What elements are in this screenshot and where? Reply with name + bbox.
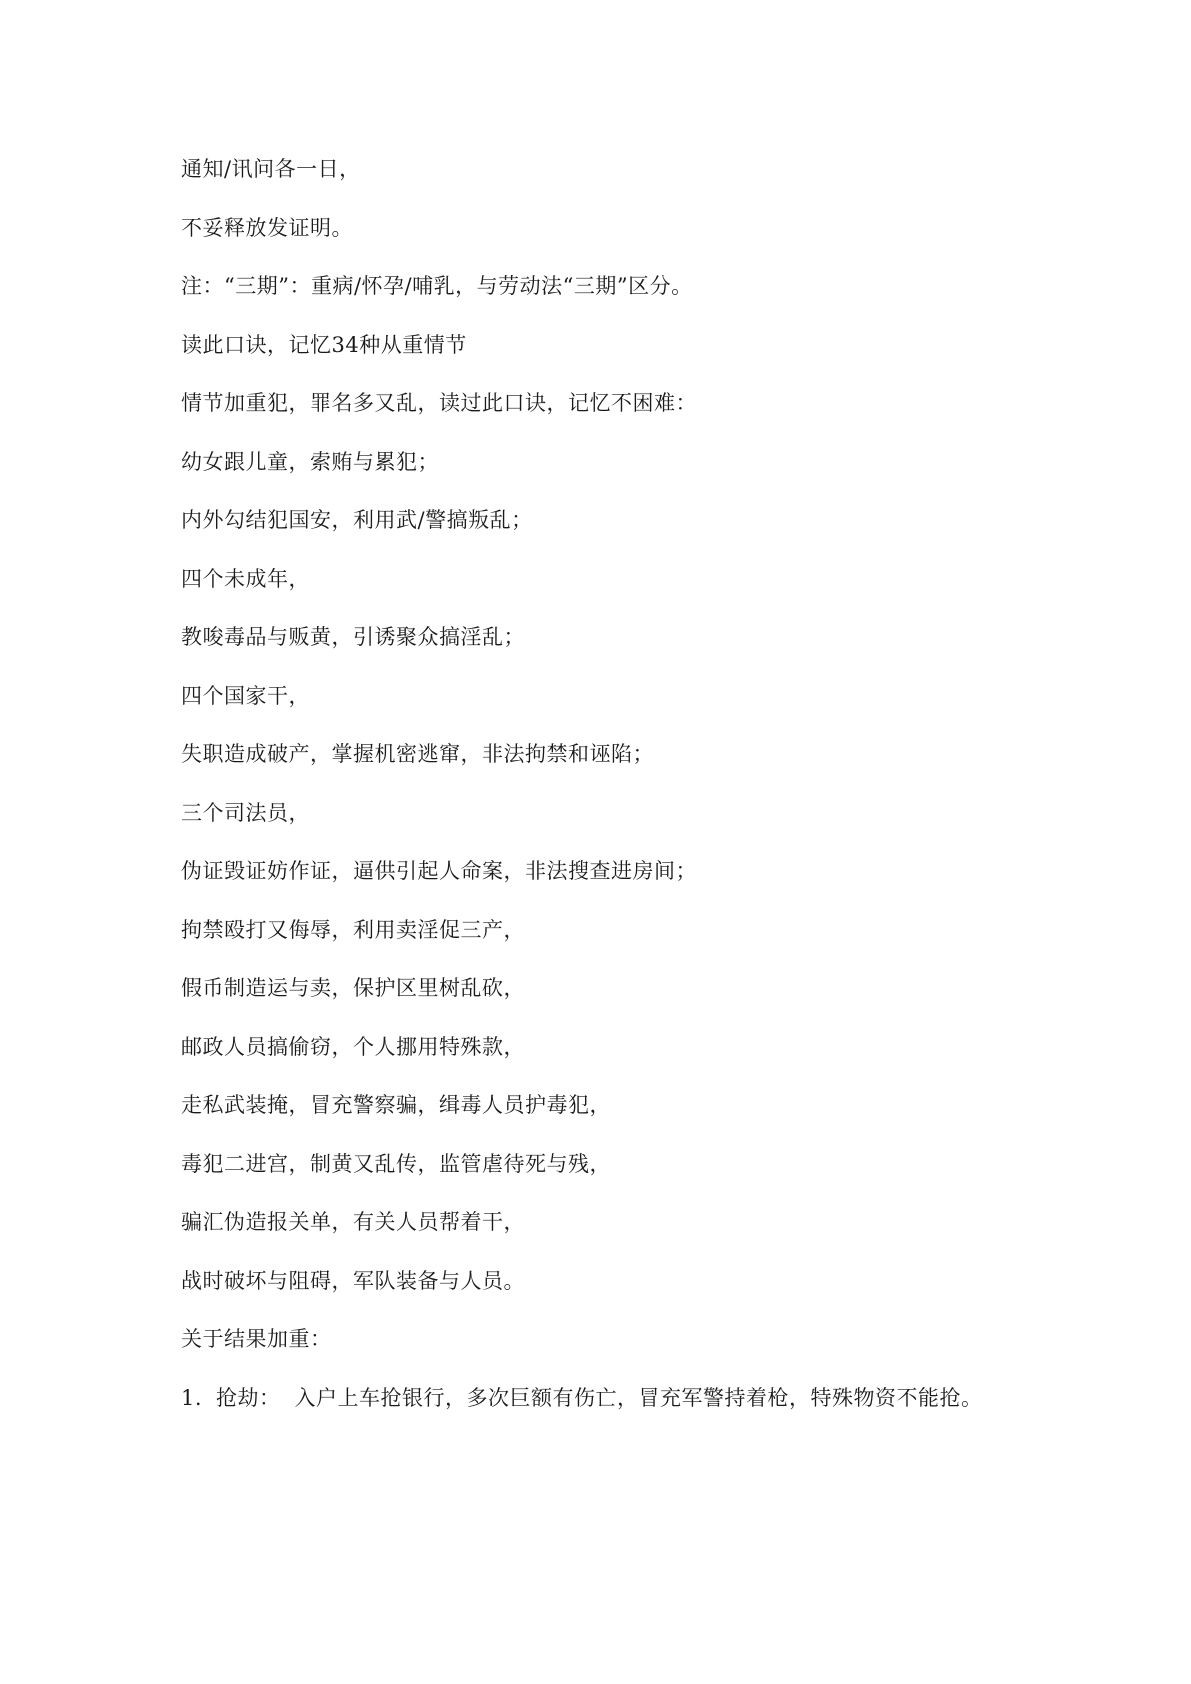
text-line-15: 假币制造运与卖，保护区里树乱砍， [181,976,525,1000]
text-line-11: 失职造成破产，掌握机密逃窜，非法拘禁和诬陷； [181,742,654,766]
item-text: 入户上车抢银行，多次巨额有伤亡，冒充军警持着枪，特殊物资不能抢。 [294,1385,983,1410]
item-number: 1. [181,1385,203,1410]
text-line-16: 邮政人员搞偷窃，个人挪用特殊款， [181,1034,525,1059]
text-line-17: 走私武装掩，冒充警察骗，缉毒人员护毒犯， [181,1093,611,1117]
text-line-14: 拘禁殴打又侮辱，利用卖淫促三产， [181,917,525,942]
document-body [181,153,1041,1440]
item-label: 抢劫： [216,1385,281,1410]
text-line-9: 教唆毒品与贩黄，引诱聚众搞淫乱； [181,625,525,649]
text-line-2: 不妥释放发证明。 [181,215,353,240]
text-line-19: 骗汇伪造报关单，有关人员帮着干， [181,1210,525,1234]
text-line-18: 毒犯二进宫，制黄又乱传，监管虐待死与残， [181,1151,611,1176]
text-line-3: 注：“三期”：重病/怀孕/哺乳，与劳动法“三期”区分。 [181,274,693,298]
text-line-5: 情节加重犯，罪名多又乱，读过此口诀，记忆不困难： [181,391,697,415]
text-line-20: 战时破坏与阻碍，军队装备与人员。 [181,1268,525,1293]
text-line-12: 三个司法员， [181,800,310,825]
text-line-10: 四个国家干， [181,683,310,708]
text-line-7: 内外勾结犯国安，利用武/警搞叛乱； [181,508,533,532]
numbered-item-1 [181,1382,1041,1441]
text-line-1: 通知/讯问各一日， [181,157,361,181]
text-line-13: 伪证毁证妨作证，逼供引起人命案，非法搜查进房间； [181,859,697,883]
text-line-6: 幼女跟儿童，索贿与累犯； [181,449,439,474]
text-line-8: 四个未成年， [181,566,310,591]
text-line-4: 读此口诀，记忆34种从重情节 [181,332,467,357]
section-heading: 关于结果加重： [181,1327,332,1351]
